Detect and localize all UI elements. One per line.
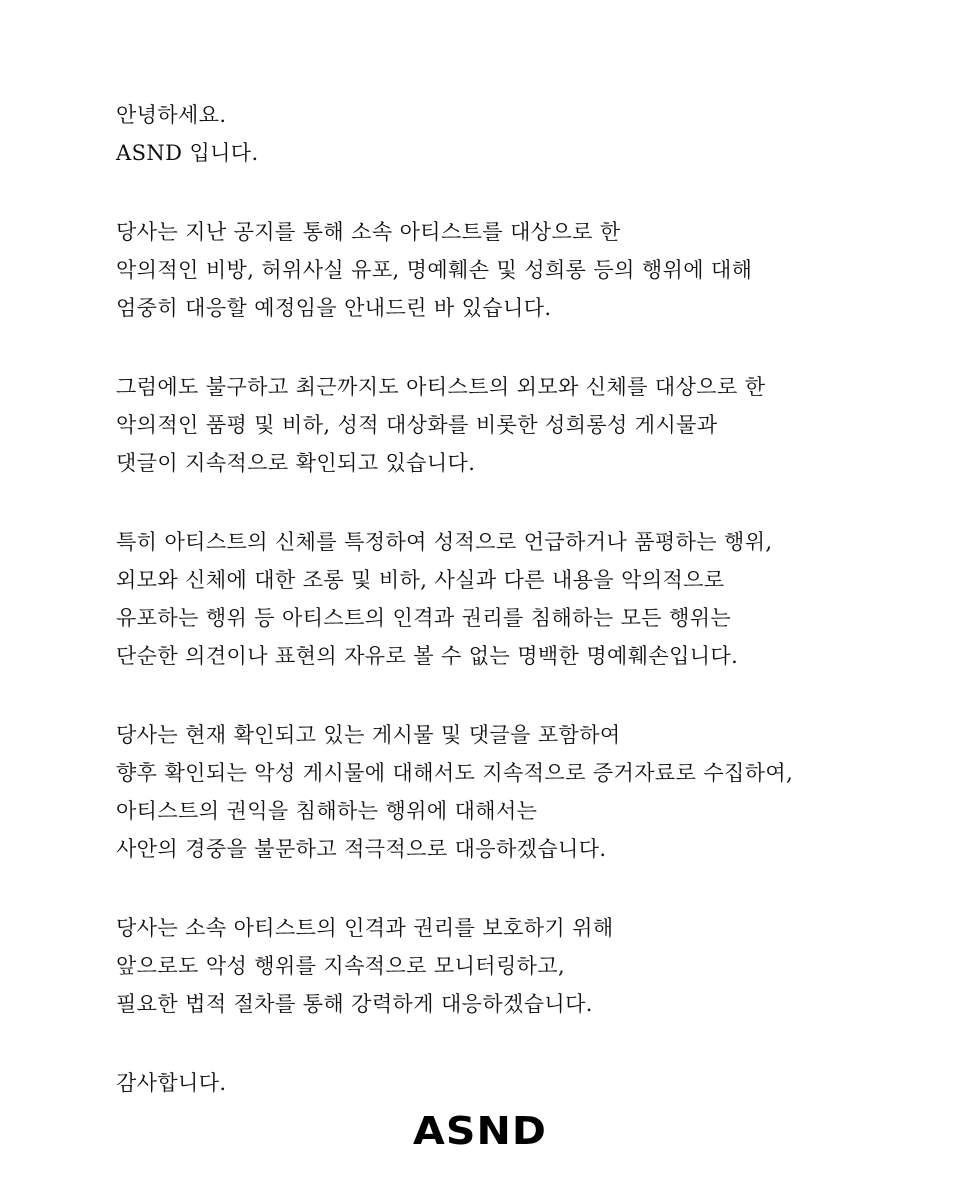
text-line: 엄중히 대응할 예정임을 안내드린 바 있습니다.	[116, 296, 552, 320]
text-line: 당사는 지난 공지를 통해 소속 아티스트를 대상으로 한	[116, 220, 621, 244]
closing-paragraph	[116, 1064, 896, 1102]
text-line: 악의적인 비방, 허위사실 유포, 명예훼손 및 성희롱 등의 행위에 대해	[116, 258, 753, 282]
text-line: 그럼에도 불구하고 최근까지도 아티스트의 외모와 신체를 대상으로 한	[116, 375, 766, 399]
evidence-paragraph	[116, 716, 896, 868]
text-line: 안녕하세요.	[116, 103, 227, 127]
ongoing-issue-paragraph	[116, 368, 896, 482]
text-line: 아티스트의 권익을 침해하는 행위에 대해서는	[116, 799, 538, 823]
text-line: 향후 확인되는 악성 게시물에 대해서도 지속적으로 증거자료로 수집하여,	[116, 761, 794, 785]
greeting-paragraph	[116, 96, 896, 172]
text-line: 특히 아티스트의 신체를 특정하여 성적으로 언급하거나 품평하는 행위,	[116, 530, 773, 554]
text-line: 필요한 법적 절차를 통해 강력하게 대응하겠습니다.	[116, 992, 593, 1016]
asnd-logo: ASND	[412, 1109, 548, 1153]
text-line: 유포하는 행위 등 아티스트의 인격과 권리를 침해하는 모든 행위는	[116, 606, 732, 630]
notice-body	[116, 96, 896, 1143]
text-line: 감사합니다.	[116, 1071, 227, 1095]
protection-paragraph	[116, 909, 896, 1023]
text-line: 사안의 경중을 불문하고 적극적으로 대응하겠습니다.	[116, 837, 607, 861]
text-line: 당사는 현재 확인되고 있는 게시물 및 댓글을 포함하여	[116, 723, 621, 747]
text-line: 단순한 의견이나 표현의 자유로 볼 수 없는 명백한 명예훼손입니다.	[116, 644, 739, 668]
text-line: 악의적인 품평 및 비하, 성적 대상화를 비롯한 성희롱성 게시물과	[116, 413, 718, 437]
prior-notice-paragraph	[116, 213, 896, 327]
text-line: ASND 입니다.	[116, 141, 259, 165]
defamation-paragraph	[116, 523, 896, 675]
text-line: 댓글이 지속적으로 확인되고 있습니다.	[116, 451, 476, 475]
text-line: 외모와 신체에 대한 조롱 및 비하, 사실과 다른 내용을 악의적으로	[116, 568, 725, 592]
text-line: 당사는 소속 아티스트의 인격과 권리를 보호하기 위해	[116, 916, 614, 940]
text-line: 앞으로도 악성 행위를 지속적으로 모니터링하고,	[116, 954, 566, 978]
